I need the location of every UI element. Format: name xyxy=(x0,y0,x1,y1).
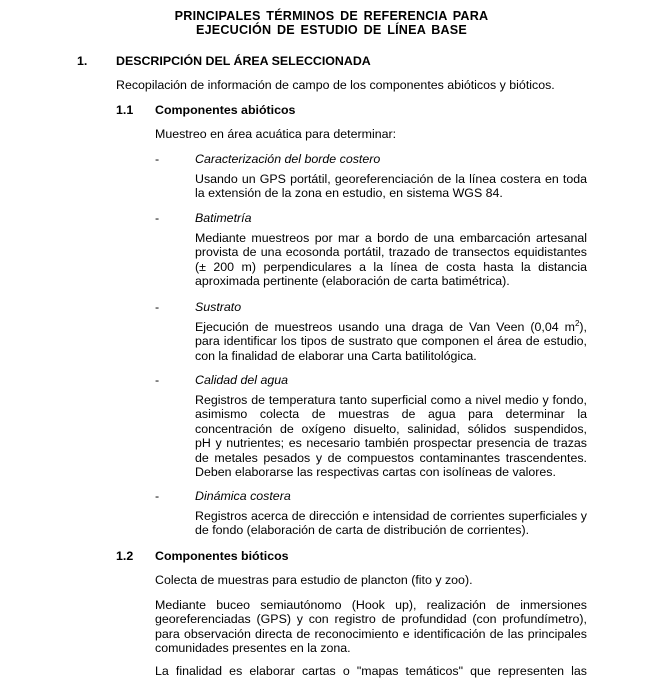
body-line: concentración de oxígeno disuelto, salinidad, sólidos suspendidos, xyxy=(195,421,587,436)
doc-title-line2: EJECUCIÓN DE ESTUDIO DE LÍNEA BASE xyxy=(195,23,468,37)
section-1-2-p2 xyxy=(155,598,587,656)
superscript: 2 xyxy=(574,318,580,328)
body-line: Deben elaborarse las respectivas cartas con isolíneas de valores. xyxy=(195,465,556,480)
doc-title-line1: PRINCIPALES TÉRMINOS DE REFERENCIA PARA xyxy=(174,9,489,23)
section-1-2-p1: Colecta de muestras para estudio de plancton (fito y zoo). xyxy=(155,573,473,587)
body-line: asimismo colecta de muestras de agua para determinar la xyxy=(195,407,587,422)
item-body-calidad-agua xyxy=(195,393,587,479)
item-body-borde-costero xyxy=(195,172,587,201)
body-line: de fondo (elaboración de carta de distribución de corrientes). xyxy=(195,523,530,538)
body-line: Usando un GPS portátil, georeferenciación de la línea costera en toda xyxy=(195,172,587,186)
body-line xyxy=(195,320,587,334)
body-text: Ejecución de muestreos usando una draga de Van Veen (0,04 m xyxy=(195,320,575,334)
body-line: provista de una ecosonda portátil, trazado de transectos equidistantes xyxy=(195,245,587,260)
body-line: de metales pesados y de compuestos contaminantes trascendentes. xyxy=(195,450,587,465)
item-title-batimetria: Batimetría xyxy=(195,211,252,225)
item-body-batimetria xyxy=(195,231,587,289)
bullet-dash: - xyxy=(155,489,160,503)
section-1-heading: DESCRIPCIÓN DEL ÁREA SELECCIONADA xyxy=(116,54,371,68)
body-line: Registros acerca de dirección e intensidad de corrientes superficiales y xyxy=(195,509,587,523)
bullet-dash: - xyxy=(155,211,160,225)
item-body-sustrato xyxy=(195,320,587,363)
body-line: para identificar los tipos de sustrato que componen el área de estudio, xyxy=(195,334,587,349)
item-title-dinamica-costera: Dinámica costera xyxy=(195,489,291,503)
body-line: La finalidad es elaborar cartas o "mapas temáticos" que representen las xyxy=(155,664,587,678)
bullet-dash: - xyxy=(155,300,160,314)
body-line: pH y nutrientes; es necesario también prospectar presencia de trazas xyxy=(195,436,587,451)
body-line: para observación directa de reconocimiento e identificación de las principales xyxy=(155,626,587,641)
section-1-number: 1. xyxy=(77,54,88,68)
bullet-dash: - xyxy=(155,152,160,166)
item-title-sustrato: Sustrato xyxy=(195,300,242,314)
body-line: Mediante muestreos por mar a bordo de una embarcación artesanal xyxy=(195,231,587,245)
body-line: aproximada pertinente (elaboración de carta batimétrica). xyxy=(195,274,510,289)
section-1-2-heading: Componentes bióticos xyxy=(155,549,289,563)
body-line: comunidades presentes en la zona. xyxy=(155,641,351,656)
section-1-1-heading: Componentes abióticos xyxy=(155,103,296,117)
body-line: georeferenciadas (GPS) y con registro de profundidad (con profundímetro), xyxy=(155,612,587,627)
body-line: Registros de temperatura tanto superficial como a nivel medio y fondo, xyxy=(195,393,587,407)
section-1-1-intro: Muestreo en área acuática para determinar: xyxy=(155,127,397,141)
section-1-2-p3 xyxy=(155,664,587,678)
bullet-dash: - xyxy=(155,373,160,387)
section-1-2-number: 1.2 xyxy=(116,549,134,563)
section-1-1-number: 1.1 xyxy=(116,103,134,117)
section-1-intro: Recopilación de información de campo de los componentes abióticos y bióticos. xyxy=(116,78,555,92)
item-title-calidad-agua: Calidad del agua xyxy=(195,373,289,387)
body-line: (± 200 m) perpendiculares a la línea de costa hasta la distancia xyxy=(195,259,587,274)
body-text: ), xyxy=(579,320,587,334)
body-line: con la finalidad de elaborar una Carta batilitológica. xyxy=(195,348,477,363)
item-body-dinamica-costera xyxy=(195,509,587,538)
body-line: Mediante buceo semiautónomo (Hook up), realización de inmersiones xyxy=(155,598,587,612)
item-title-borde-costero: Caracterización del borde costero xyxy=(195,152,381,166)
body-line: la extensión de la zona en estudio, en sistema WGS 84. xyxy=(195,186,503,201)
